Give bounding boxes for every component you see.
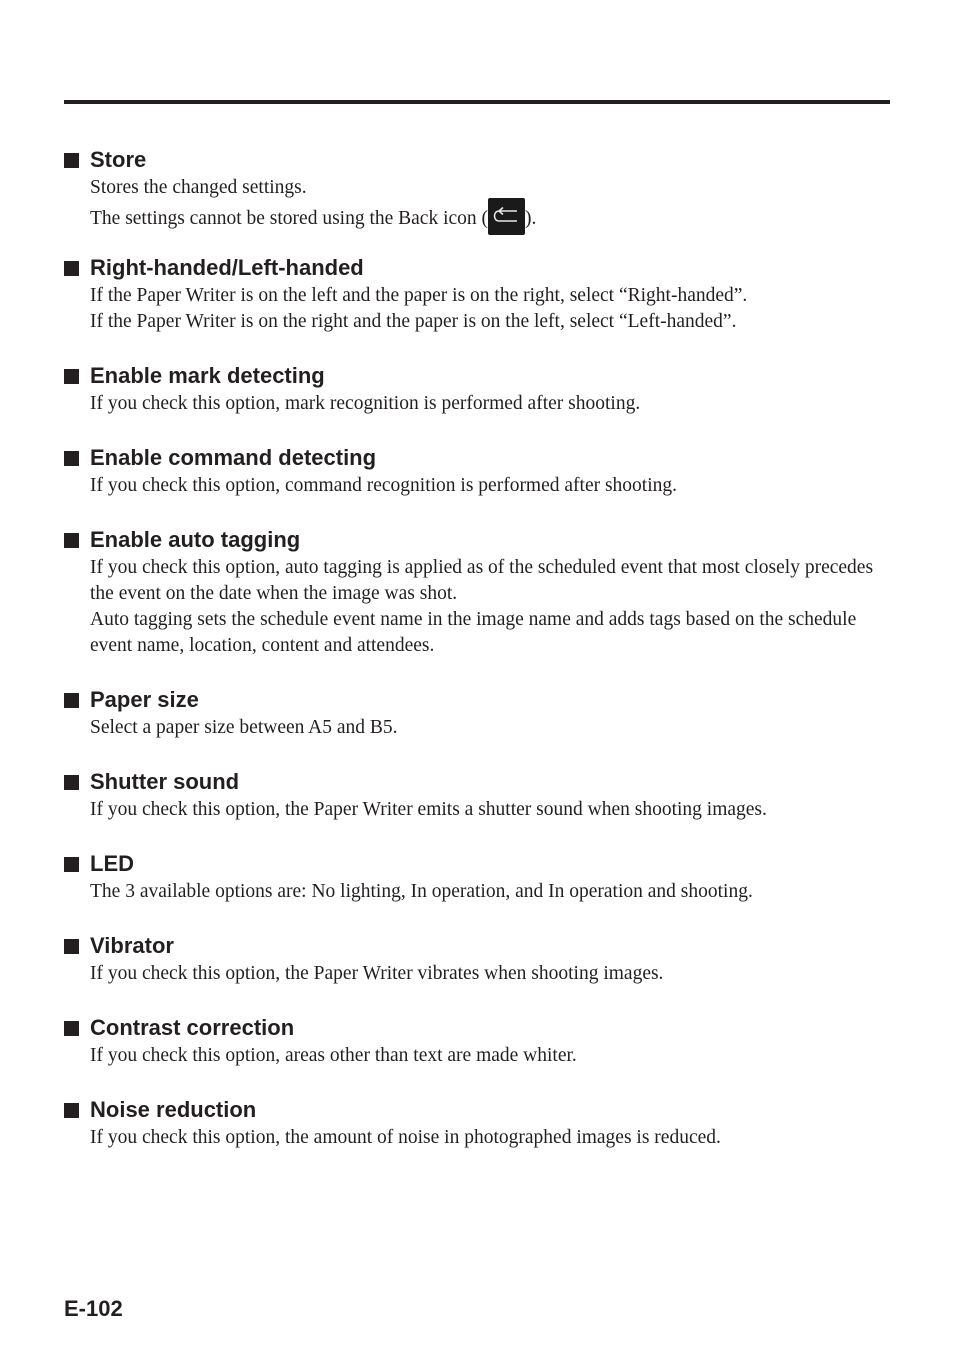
square-bullet-icon xyxy=(64,775,79,790)
section-enable-auto-tagging xyxy=(64,527,890,659)
section-heading xyxy=(64,687,890,713)
section-heading xyxy=(64,933,890,959)
section-right-left-handed xyxy=(64,255,890,335)
square-bullet-icon xyxy=(64,857,79,872)
section-paper-size xyxy=(64,687,890,741)
body-line: If you check this option, areas other than text are made whiter. xyxy=(90,1045,577,1066)
section-heading xyxy=(64,363,890,389)
section-title: LED xyxy=(90,851,134,876)
section-body xyxy=(90,797,890,823)
section-shutter-sound xyxy=(64,769,890,823)
body-line: Stores the changed settings. xyxy=(90,177,307,198)
section-enable-mark-detecting xyxy=(64,363,890,417)
section-body xyxy=(90,879,890,905)
body-paragraph: If you check this option, auto tagging is applied as of the scheduled event that most closely precedes the event on the date when the image was shot. xyxy=(90,557,874,604)
body-paragraph: Auto tagging sets the schedule event name in the image name and adds tags based on the schedule event name, location, content and attendees. xyxy=(90,609,857,656)
section-contrast-correction xyxy=(64,1015,890,1069)
section-body xyxy=(90,1043,890,1069)
section-title: Contrast correction xyxy=(90,1015,295,1040)
section-heading xyxy=(64,851,890,877)
section-heading xyxy=(64,1097,890,1123)
square-bullet-icon xyxy=(64,1103,79,1118)
section-body xyxy=(90,715,890,741)
square-bullet-icon xyxy=(64,693,79,708)
section-body xyxy=(90,175,890,235)
section-body xyxy=(90,1125,890,1151)
body-text-before-icon: The settings cannot be stored using the Back icon ( xyxy=(90,207,489,229)
section-body xyxy=(90,391,890,417)
body-line: The 3 available options are: No lighting, In operation, and In operation and shooting. xyxy=(90,881,753,902)
section-enable-command-detecting xyxy=(64,445,890,499)
body-line: If you check this option, command recognition is performed after shooting. xyxy=(90,475,678,496)
section-title: Store xyxy=(90,147,147,172)
section-body xyxy=(90,473,890,499)
body-line: If you check this option, the amount of noise in photographed images is reduced. xyxy=(90,1127,721,1148)
section-body xyxy=(90,961,890,987)
body-line: If you check this option, the Paper Writer vibrates when shooting images. xyxy=(90,963,664,984)
body-line: If you check this option, the Paper Writer emits a shutter sound when shooting images. xyxy=(90,799,767,820)
section-heading xyxy=(64,769,890,795)
body-line-with-icon xyxy=(90,204,890,235)
body-line: Select a paper size between A5 and B5. xyxy=(90,717,398,738)
section-title: Enable auto tagging xyxy=(90,527,301,552)
section-body xyxy=(90,555,890,659)
top-rule xyxy=(64,100,890,104)
section-title: Shutter sound xyxy=(90,769,240,794)
section-vibrator xyxy=(64,933,890,987)
square-bullet-icon xyxy=(64,1021,79,1036)
section-noise-reduction xyxy=(64,1097,890,1151)
section-body xyxy=(90,283,890,335)
section-title: Paper size xyxy=(90,687,199,712)
square-bullet-icon xyxy=(64,261,79,276)
body-text-after-icon: ). xyxy=(525,207,537,229)
square-bullet-icon xyxy=(64,939,79,954)
section-store xyxy=(64,147,890,235)
section-heading xyxy=(64,527,890,553)
section-heading xyxy=(64,255,890,281)
section-title: Right-handed/Left-handed xyxy=(90,255,364,280)
body-line: If the Paper Writer is on the right and the paper is on the left, select “Left-handed”. xyxy=(90,311,737,332)
page-number: E-102 xyxy=(64,1296,123,1321)
square-bullet-icon xyxy=(64,451,79,466)
section-heading xyxy=(64,445,890,471)
section-heading xyxy=(64,1015,890,1041)
square-bullet-icon xyxy=(64,369,79,384)
section-title: Enable mark detecting xyxy=(90,363,325,388)
section-led xyxy=(64,851,890,905)
back-arrow-icon xyxy=(488,198,525,235)
body-line: If you check this option, mark recognition is performed after shooting. xyxy=(90,393,641,414)
section-title: Vibrator xyxy=(90,933,174,958)
square-bullet-icon xyxy=(64,153,79,168)
section-heading xyxy=(64,147,890,173)
square-bullet-icon xyxy=(64,533,79,548)
section-title: Enable command detecting xyxy=(90,445,377,470)
body-line: If the Paper Writer is on the left and the paper is on the right, select “Right-handed”. xyxy=(90,285,748,306)
section-title: Noise reduction xyxy=(90,1097,257,1122)
